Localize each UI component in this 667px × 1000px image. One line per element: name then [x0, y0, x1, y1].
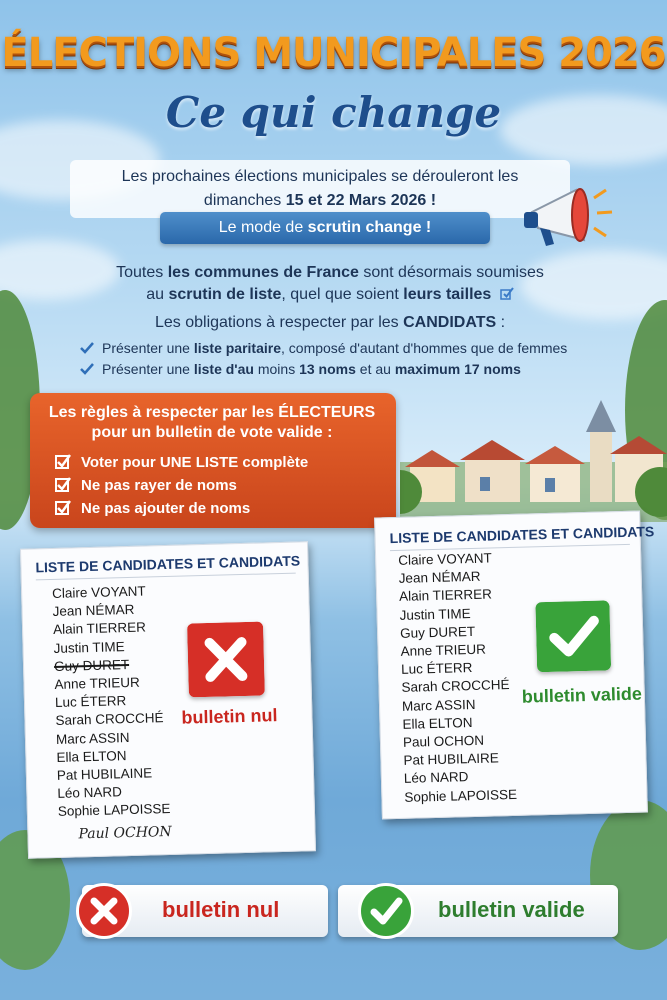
bulletin-nul-label: bulletin nul [162, 897, 280, 922]
handwritten-name: Paul OCHON [78, 823, 172, 843]
candidate-name: Sophie LAPOISSE [404, 786, 518, 805]
candidate-name: Pat HUBILAINE [56, 765, 153, 783]
obligation-bold: liste paritaire [193, 340, 281, 356]
obligation-text: moins [253, 361, 300, 377]
obligations-title [60, 314, 600, 332]
voter-rule-text: complète [238, 454, 309, 471]
obligations-title-text: Les obligations à respecter par les [154, 314, 404, 331]
verdict-label-valide: bulletin valide [521, 683, 643, 707]
communes-text: Toutes [116, 264, 168, 281]
village-illustration [400, 392, 667, 522]
voter-title-line-1 [42, 403, 382, 423]
candidate-name: Marc ASSIN [55, 729, 130, 747]
edit-check-icon [500, 287, 514, 301]
communes-text: , quel que soient [281, 286, 404, 303]
voter-rule-text: Ne pas ajouter de noms [81, 500, 251, 517]
candidate-name: Jean NÉMAR [52, 602, 135, 620]
candidate-name: Léo NARD [403, 769, 469, 787]
banner-text: Le mode de [218, 219, 308, 236]
check-circle-icon [358, 883, 414, 939]
candidate-name: Marc ASSIN [401, 696, 476, 714]
candidate-name: Anne TRIEUR [400, 641, 487, 659]
obligation-bold: maximum 17 noms [394, 361, 521, 377]
obligation-text: Présenter une [102, 340, 194, 356]
obligations-title-colon: : [496, 314, 506, 331]
ballot-nul-paper [20, 541, 316, 858]
election-dates: 15 et 22 Mars 2026 [285, 192, 427, 209]
voter-rule-text: Ne pas rayer de noms [81, 477, 237, 494]
bulletin-valide-label: bulletin valide [438, 897, 585, 922]
candidate-name: Ella ELTON [56, 747, 127, 765]
intro-exclamation: ! [426, 192, 437, 209]
banner-bold: scrutin change [307, 219, 422, 236]
obligation-item-2 [80, 361, 640, 377]
voter-title-line-2: pour un bulletin de vote valide : [91, 424, 333, 441]
voter-rules-title [42, 403, 382, 443]
obligation-bold: liste d'au [193, 361, 254, 377]
communes-line-1 [60, 262, 600, 284]
ballot-heading: LISTE DE CANDIDATES ET CANDIDATS [389, 524, 629, 551]
banner-exclamation: ! [421, 219, 432, 236]
candidate-name: Sophie LAPOISSE [57, 801, 171, 820]
bulletin-valide-badge [338, 885, 618, 937]
intro-text: dimanches [203, 192, 286, 209]
obligation-text: et au [355, 361, 395, 377]
verdict-label-nul: bulletin nul [181, 705, 278, 728]
candidate-name: Luc ÉTERR [400, 660, 473, 678]
candidate-name: Alain TIERRER [398, 586, 493, 605]
candidate-name: Luc ÉTERR [54, 693, 127, 711]
voter-rule-text: UNE LISTE [159, 454, 239, 471]
megaphone-icon [518, 180, 618, 260]
candidate-name: Anne TRIEUR [54, 674, 141, 692]
candidate-name: Jean NÉMAR [398, 568, 481, 587]
scrutin-banner [160, 212, 490, 244]
communes-bold: scrutin de liste [168, 286, 282, 303]
checkbox-checked-icon [55, 500, 71, 516]
intro-box [70, 160, 570, 218]
candidate-list [398, 549, 517, 807]
intro-line-2 [70, 189, 570, 213]
cross-icon [187, 621, 265, 697]
candidate-name: Ella ELTON [402, 714, 473, 732]
candidate-name: Alain TIERRER [52, 619, 147, 638]
communes-text: au [146, 286, 169, 303]
obligation-text: Présenter une [102, 361, 194, 377]
voter-rule-3 [55, 500, 250, 517]
candidate-name: Paul OCHON [402, 732, 485, 750]
checkmark-icon [535, 600, 611, 672]
obligations-title-bold: CANDIDATS [403, 314, 497, 331]
page-subtitle: Ce qui change [165, 88, 502, 137]
ballot-valide-paper [374, 511, 655, 820]
checkbox-checked-icon [55, 477, 71, 493]
communes-text: sont désormais soumises [358, 264, 544, 281]
obligation-item-1 [80, 340, 640, 356]
checkbox-checked-icon [55, 454, 71, 470]
candidate-name-struck: Guy DURET [53, 656, 130, 674]
communes-paragraph [60, 262, 600, 306]
bulletin-nul-badge [82, 885, 328, 937]
candidate-name: Sarah CROCCHÉ [401, 677, 510, 696]
check-icon [80, 362, 94, 376]
cross-circle-icon [76, 883, 132, 939]
candidate-name: Léo NARD [57, 784, 123, 802]
ballot-heading: LISTE DE CANDIDATES ET CANDIDATS [35, 553, 295, 581]
check-icon [80, 341, 94, 355]
communes-line-2 [60, 284, 600, 306]
candidate-name: Justin TIME [53, 638, 125, 656]
candidate-name: Claire VOYANT [51, 583, 146, 601]
obligation-bold: 13 noms [299, 361, 356, 377]
voter-rule-1 [55, 454, 308, 471]
voter-rule-2 [55, 477, 237, 494]
communes-bold: leurs tailles [403, 286, 492, 303]
candidate-name: Claire VOYANT [398, 550, 492, 568]
candidate-name: Justin TIME [399, 605, 471, 623]
candidate-name: Guy DURET [399, 623, 476, 641]
communes-bold: les communes de France [167, 264, 359, 281]
candidate-list [52, 582, 171, 822]
voter-rule-text: Voter pour [81, 454, 160, 471]
obligation-text: , composé d'autant d'hommes que de femmes [281, 340, 568, 356]
voter-title-bold: ÉLECTEURS [278, 404, 376, 421]
candidate-name: Pat HUBILAIRE [403, 750, 499, 769]
candidate-name: Sarah CROCCHÉ [55, 710, 164, 729]
intro-line-1: Les prochaines élections municipales se dérouleront les [121, 168, 519, 185]
page-title: ÉLECTIONS MUNICIPALES 2026 [1, 30, 666, 76]
voter-title-text: Les règles à respecter par les [48, 404, 279, 421]
